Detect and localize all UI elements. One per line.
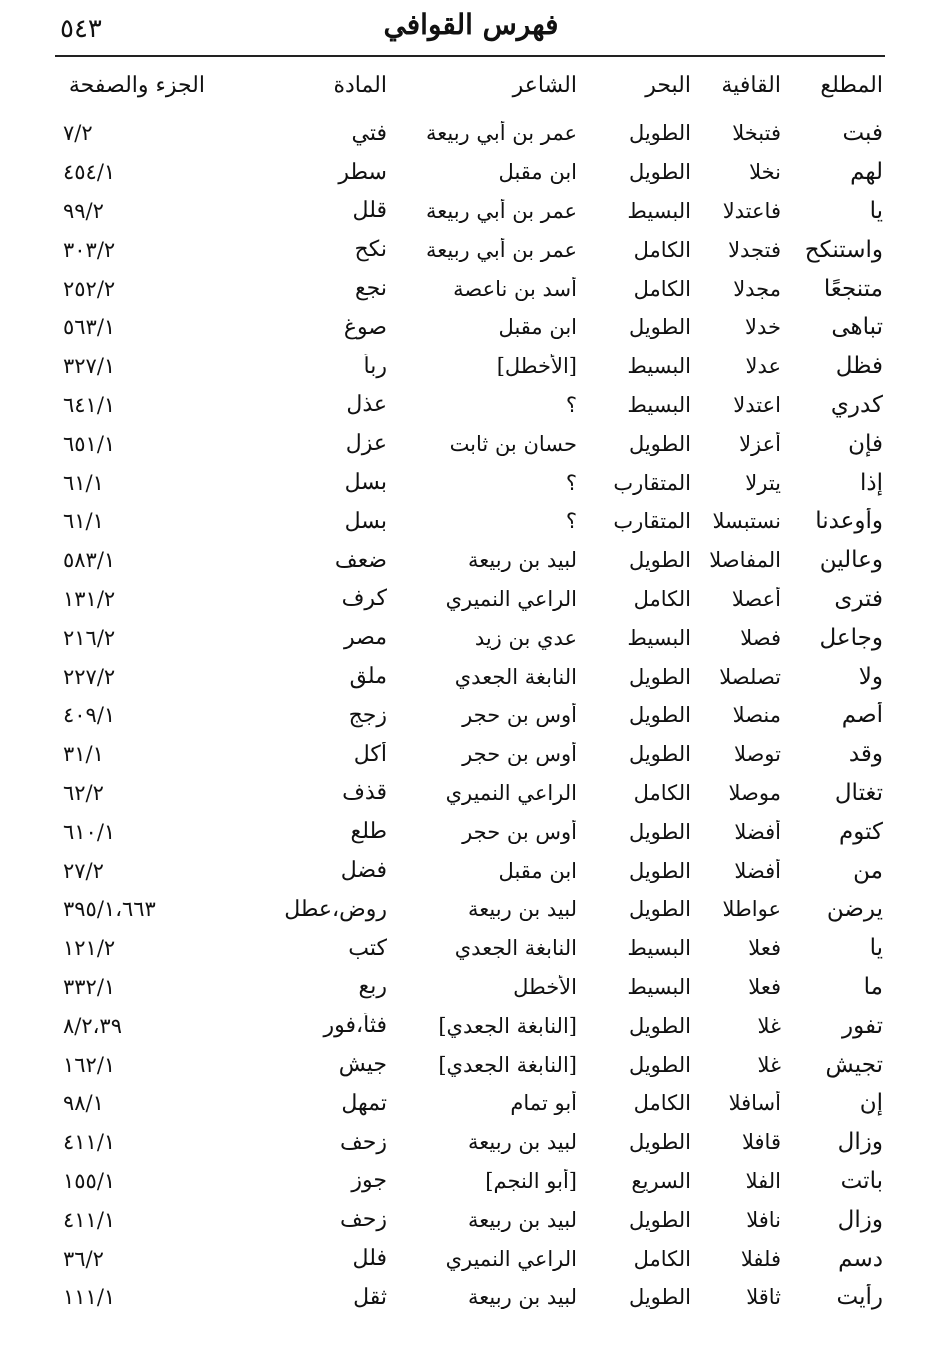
cell-matla: ما [863, 973, 883, 1000]
cell-qafia: غلا [757, 1013, 781, 1038]
cell-shaer: الراعي النميري [445, 586, 577, 611]
cell-qafia: فتبخلا [732, 121, 781, 146]
cell-juz: ١٦٢/١ [63, 1052, 116, 1077]
cell-matla: دسم [838, 1245, 883, 1272]
cell-juz: ١١١/١ [63, 1285, 116, 1310]
cell-matla: تباهى [831, 314, 883, 341]
cell-matla: يا [869, 935, 883, 962]
table-row [55, 774, 885, 813]
cell-shaer: أوس بن حجر [462, 819, 577, 844]
cell-juz: ٤٥٤/١ [63, 160, 116, 185]
cell-bahr: الكامل [633, 780, 691, 805]
cell-madda: ربع [358, 974, 387, 1000]
cell-shaer: الراعي النميري [445, 1246, 577, 1271]
cell-qafia: منصلا [732, 703, 781, 728]
cell-qafia: غلا [757, 1052, 781, 1077]
cell-matla: يرضن [826, 896, 883, 923]
cell-shaer: عمر بن أبي ربيعة [425, 121, 577, 146]
running-title: فهرس القوافي [383, 8, 559, 41]
cell-shaer: لبيد بن ربيعة [468, 1130, 577, 1155]
table-row [55, 890, 885, 929]
cell-bahr: الطويل [628, 548, 691, 573]
cell-shaer: أسد بن ناعصة [453, 276, 577, 301]
cell-qafia: فعلا [748, 936, 781, 961]
cell-shaer: [النابغة الجعدي] [438, 1052, 577, 1077]
cell-qafia: ثاقلا [746, 1285, 781, 1310]
cell-matla: كدري [830, 391, 883, 418]
cell-bahr: الطويل [628, 703, 691, 728]
column-header-matla: المطلع [820, 72, 883, 98]
table-row [55, 424, 885, 463]
cell-juz: ٦١/١ [63, 509, 104, 534]
table-row [55, 929, 885, 968]
cell-bahr: الطويل [628, 160, 691, 185]
cell-qafia: أسافلا [728, 1091, 781, 1116]
cell-shaer: [النابغة الجعدي] [438, 1013, 577, 1038]
cell-qafia: خدلا [745, 315, 781, 340]
cell-shaer: الأخطل [513, 974, 577, 999]
cell-shaer: [الأخطل] [496, 354, 577, 379]
table-row [55, 657, 885, 696]
cell-juz: ١٣١/٢ [63, 586, 116, 611]
table-row [55, 812, 885, 851]
cell-juz: ٥٨٣/١ [63, 548, 116, 573]
table-row [55, 1006, 885, 1045]
cell-matla: ولا [858, 663, 883, 690]
cell-juz: ٦٥١/١ [63, 431, 116, 456]
cell-qafia: نافلا [746, 1207, 781, 1232]
cell-qafia: نستبسلا [712, 509, 781, 534]
cell-matla: فإن [848, 430, 883, 457]
cell-bahr: الطويل [628, 121, 691, 146]
cell-juz: ٥٦٣/١ [63, 315, 116, 340]
cell-qafia: الفلا [745, 1168, 781, 1193]
cell-madda: روض،عطل [284, 896, 387, 922]
cell-juz: ٤١١/١ [63, 1130, 116, 1155]
cell-matla: واستنكح [804, 236, 883, 263]
cell-qafia: أفضلا [734, 819, 781, 844]
cell-madda: جيش [338, 1052, 387, 1078]
cell-madda: طلع [350, 819, 387, 845]
cell-madda: فتي [351, 120, 387, 146]
cell-matla: متنجعًا [823, 275, 883, 302]
cell-qafia: نخلا [749, 160, 781, 185]
cell-juz: ٧/٢ [63, 121, 93, 146]
cell-shaer: أبو تمام [510, 1091, 577, 1116]
cell-juz: ٤٠٩/١ [63, 703, 116, 728]
cell-bahr: الطويل [628, 1052, 691, 1077]
cell-bahr: الكامل [633, 1091, 691, 1116]
cell-matla: إذا [859, 469, 883, 496]
cell-qafia: عواطلا [722, 897, 781, 922]
cell-matla: تغتال [834, 779, 883, 806]
table-row [55, 386, 885, 425]
table-row [55, 618, 885, 657]
table-body [55, 114, 885, 1317]
cell-qafia: أعصلا [731, 586, 781, 611]
cell-juz: ٢١٦/٢ [63, 625, 116, 650]
rhymes-index-table [55, 62, 885, 1317]
table-row [55, 230, 885, 269]
cell-juz: ٦١/١ [63, 470, 104, 495]
cell-juz: ٢٧/٢ [63, 858, 104, 883]
cell-bahr: الكامل [633, 276, 691, 301]
cell-juz: ٣٢٧/١ [63, 354, 116, 379]
cell-matla: فترى [834, 585, 883, 612]
cell-bahr: البسيط [627, 936, 691, 961]
table-row [55, 851, 885, 890]
table-row [55, 114, 885, 153]
cell-bahr: الطويل [628, 1130, 691, 1155]
cell-bahr: الطويل [628, 819, 691, 844]
cell-matla: وقد [848, 741, 883, 768]
cell-qafia: قافلا [741, 1130, 781, 1155]
header-rule [55, 55, 885, 57]
cell-bahr: الطويل [628, 742, 691, 767]
cell-matla: تفور [841, 1012, 883, 1039]
cell-matla: إن [859, 1090, 883, 1117]
cell-matla: لهم [850, 159, 883, 186]
cell-matla: كتوم [838, 818, 883, 845]
cell-qafia: توصلا [733, 742, 781, 767]
cell-qafia: فصلا [740, 625, 781, 650]
cell-bahr: المتقارب [613, 470, 691, 495]
cell-madda: زحف [340, 1129, 387, 1155]
cell-madda: قلل [352, 198, 387, 224]
table-row [55, 1200, 885, 1239]
cell-madda: فثأ،فور [323, 1013, 387, 1039]
cell-bahr: الطويل [628, 858, 691, 883]
cell-madda: كتب [348, 935, 387, 961]
cell-madda: نجع [354, 276, 387, 302]
cell-matla: رأيت [836, 1284, 883, 1311]
cell-shaer: لبيد بن ربيعة [468, 1285, 577, 1310]
cell-bahr: الكامل [633, 237, 691, 262]
column-header-shaer: الشاعر [512, 72, 577, 98]
cell-bahr: البسيط [627, 974, 691, 999]
cell-shaer: لبيد بن ربيعة [468, 1207, 577, 1232]
cell-juz: ١٥٥/١ [63, 1168, 116, 1193]
table-row [55, 1123, 885, 1162]
cell-qafia: موصلا [728, 780, 781, 805]
cell-bahr: الطويل [628, 315, 691, 340]
table-row [55, 463, 885, 502]
cell-shaer: ابن مقبل [498, 858, 577, 883]
cell-madda: ربأ [363, 353, 387, 379]
cell-madda: تمهل [341, 1090, 387, 1116]
cell-qafia: مجدلا [733, 276, 781, 301]
cell-madda: كرف [341, 586, 387, 612]
cell-madda: ضعف [334, 547, 387, 573]
cell-madda: فضل [340, 858, 387, 884]
cell-madda: بسل [344, 508, 387, 534]
table-row [55, 968, 885, 1007]
cell-bahr: البسيط [627, 354, 691, 379]
cell-shaer: لبيد بن ربيعة [468, 897, 577, 922]
cell-shaer: النابغة الجعدي [454, 664, 577, 689]
cell-shaer: عمر بن أبي ربيعة [425, 237, 577, 262]
cell-shaer: أوس بن حجر [462, 703, 577, 728]
table-row [55, 1162, 885, 1201]
cell-bahr: الطويل [628, 897, 691, 922]
cell-madda: عذل [346, 392, 387, 418]
cell-matla: وجاعل [819, 624, 883, 651]
cell-juz: ٢٢٧/٢ [63, 664, 116, 689]
cell-juz: ٩٨/١ [63, 1091, 104, 1116]
page-number: ٥٤٣ [60, 14, 102, 44]
cell-qafia: فلفلا [740, 1246, 781, 1271]
cell-qafia: أعزلا [739, 431, 781, 456]
cell-matla: باتت [840, 1167, 883, 1194]
cell-bahr: السريع [631, 1168, 691, 1193]
table-row [55, 1084, 885, 1123]
cell-bahr: الطويل [628, 431, 691, 456]
cell-qafia: أفضلا [734, 858, 781, 883]
cell-qafia: يترلا [745, 470, 781, 495]
table-row [55, 1239, 885, 1278]
cell-shaer: عمر بن أبي ربيعة [425, 198, 577, 223]
cell-shaer: النابغة الجعدي [454, 936, 577, 961]
cell-juz: ٤١١/١ [63, 1207, 116, 1232]
cell-juz: ٣٣٢/١ [63, 974, 116, 999]
cell-juz: ٦١٠/١ [63, 819, 116, 844]
cell-matla: أصم [841, 702, 883, 729]
cell-shaer: ابن مقبل [498, 315, 577, 340]
cell-qafia: المفاصلا [709, 548, 781, 573]
cell-juz: ٣٠٣/٢ [63, 237, 116, 262]
table-row [55, 192, 885, 231]
cell-juz: ١٢١/٢ [63, 936, 116, 961]
cell-bahr: الطويل [628, 1207, 691, 1232]
cell-juz: ٩٩/٢ [63, 198, 104, 223]
cell-shaer: ؟ [565, 509, 577, 534]
cell-shaer: ؟ [565, 392, 577, 417]
cell-madda: عزل [345, 431, 387, 457]
cell-madda: زجج [348, 702, 387, 728]
cell-bahr: الطويل [628, 1285, 691, 1310]
cell-madda: جوز [351, 1168, 387, 1194]
table-row [55, 153, 885, 192]
cell-matla: تجيش [825, 1051, 883, 1078]
cell-shaer: [أبو النجم] [485, 1168, 577, 1193]
cell-madda: أكل [353, 741, 387, 767]
column-header-juz: الجزء والصفحة [68, 72, 205, 98]
cell-bahr: الطويل [628, 1013, 691, 1038]
cell-madda: زحف [340, 1207, 387, 1233]
table-row [55, 269, 885, 308]
cell-shaer: عدي بن زيد [474, 625, 577, 650]
cell-madda: قذف [342, 780, 387, 806]
cell-qafia: اعتدلا [733, 392, 781, 417]
cell-matla: وزال [837, 1129, 883, 1156]
cell-juz: ٣١/١ [63, 742, 104, 767]
cell-qafia: فعلا [748, 974, 781, 999]
cell-madda: صوغ [343, 314, 387, 340]
cell-madda: بسل [344, 470, 387, 496]
cell-juz: ٦٢/٢ [63, 780, 104, 805]
cell-bahr: الطويل [628, 664, 691, 689]
table-row [55, 696, 885, 735]
table-row [55, 580, 885, 619]
table-row [55, 1278, 885, 1317]
table-row [55, 1045, 885, 1084]
cell-matla: وأوعدنا [815, 508, 883, 535]
cell-shaer: الراعي النميري [445, 780, 577, 805]
cell-matla: وزال [837, 1206, 883, 1233]
cell-madda: فلل [352, 1246, 387, 1271]
table-row [55, 308, 885, 347]
column-header-bahr: البحر [645, 72, 691, 98]
cell-shaer: ابن مقبل [498, 160, 577, 185]
cell-matla: من [853, 857, 883, 884]
cell-bahr: المتقارب [613, 509, 691, 534]
cell-juz: ٣٩٥/١،٦٦٣ [63, 897, 156, 922]
cell-qafia: تصلصلا [719, 664, 781, 689]
cell-juz: ٨/٢،٣٩ [63, 1013, 122, 1038]
cell-madda: ملق [349, 664, 387, 690]
cell-juz: ٦٤١/١ [63, 392, 116, 417]
cell-matla: فظل [835, 353, 883, 380]
cell-madda: مصر [343, 625, 387, 651]
cell-madda: نكح [354, 237, 387, 263]
cell-qafia: فاعتدلا [722, 198, 781, 223]
cell-juz: ٣٦/٢ [63, 1246, 104, 1271]
column-header-qafia: القافية [721, 72, 781, 98]
table-row [55, 347, 885, 386]
table-row [55, 502, 885, 541]
cell-madda: سطر [338, 159, 387, 185]
cell-matla: يا [869, 197, 883, 224]
cell-matla: وعالين [819, 547, 883, 574]
table-header-row [55, 62, 885, 108]
cell-bahr: الكامل [633, 586, 691, 611]
page-header [0, 0, 942, 60]
cell-bahr: البسيط [627, 198, 691, 223]
cell-matla: فبت [842, 120, 883, 147]
table-row [55, 541, 885, 580]
cell-bahr: البسيط [627, 625, 691, 650]
table-row [55, 735, 885, 774]
column-header-madda: المادة [333, 72, 387, 98]
cell-madda: ثقل [353, 1284, 387, 1310]
cell-shaer: أوس بن حجر [462, 742, 577, 767]
cell-bahr: البسيط [627, 392, 691, 417]
cell-shaer: ؟ [565, 470, 577, 495]
cell-bahr: الكامل [633, 1246, 691, 1271]
cell-shaer: لبيد بن ربيعة [468, 548, 577, 573]
cell-qafia: عدلا [745, 354, 781, 379]
cell-juz: ٢٥٢/٢ [63, 276, 116, 301]
cell-qafia: فتجدلا [728, 237, 781, 262]
cell-shaer: حسان بن ثابت [449, 431, 577, 456]
